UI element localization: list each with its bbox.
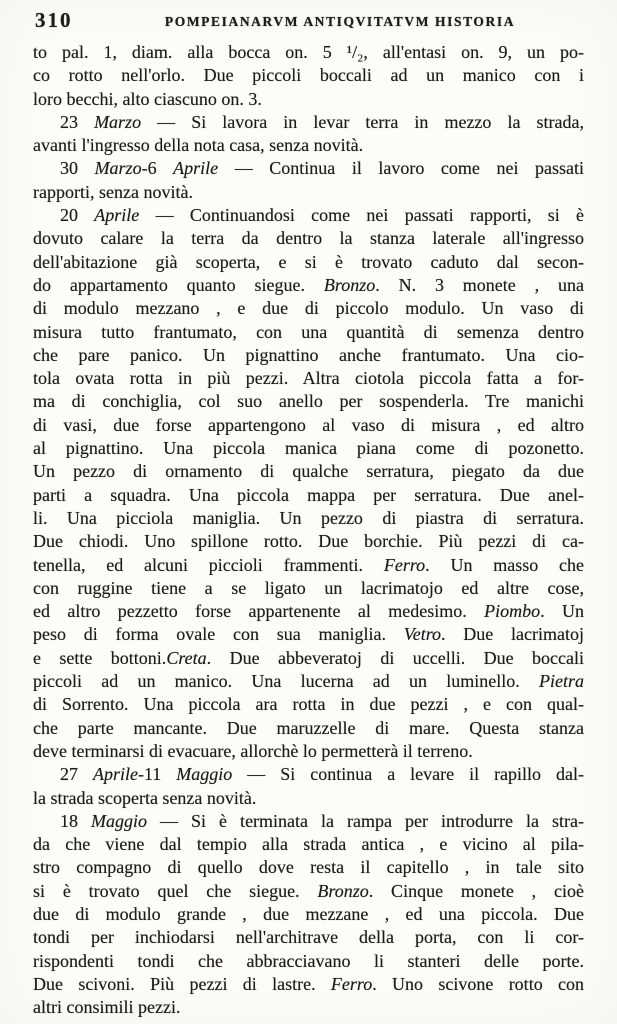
text-segment: e sette bottoni. — [33, 647, 167, 668]
text-segment: al pignattino. Una piccola manica piana come di pozonetto. — [33, 438, 584, 459]
text-line — [33, 64, 584, 87]
text-segment: — Si continua a levare il rapillo dal- — [232, 764, 585, 785]
italic-term: Bronzo — [317, 880, 369, 901]
text-line — [33, 530, 584, 553]
text-segment: do appartamento quanto siegue. — [33, 274, 324, 295]
text-segment: . Uno scivone rotto con — [372, 973, 585, 994]
text-line — [33, 670, 584, 693]
text-segment: li. Una picciola maniglia. Un pezzo di piastra di serratura. — [33, 507, 584, 528]
text-segment: — Si è terminata la rampa per introdurre la stra- — [147, 810, 584, 831]
text-line — [33, 833, 584, 856]
page-header — [33, 7, 587, 33]
text-segment: co rotto nell'orlo. Due piccoli boccali ad un manico con i — [33, 65, 584, 86]
text-line — [33, 251, 584, 274]
text-line — [33, 996, 584, 1019]
text-segment: ma di conchiglia, col suo anello per sospenderla. Tre manichi — [33, 391, 584, 412]
italic-term: Maggio — [91, 810, 148, 831]
text-segment: piccoli ad un manico. Una lucerna ad un luminello. — [33, 671, 539, 692]
text-line — [33, 41, 584, 64]
text-line — [33, 717, 584, 740]
text-segment: . N. 3 monete , una — [375, 274, 584, 295]
text-segment: . Un — [540, 601, 585, 622]
text-line — [33, 390, 584, 413]
italic-term: Bronzo — [323, 274, 376, 295]
text-segment: . Un masso che — [425, 554, 584, 575]
text-segment: rispondenti tondi che abbracciavano li stanteri delle porte. — [33, 950, 584, 971]
text-line — [33, 787, 584, 810]
text-line — [33, 437, 584, 460]
text-line — [33, 344, 584, 367]
text-line — [33, 903, 584, 926]
text-segment: che pare panico. Un pignattino anche frantumato. Una cio- — [33, 344, 584, 365]
text-line — [33, 763, 584, 786]
text-line — [33, 297, 584, 320]
text-segment: . Cinque monete , cioè — [368, 880, 584, 901]
text-segment: misura tutto frantumato, con una quantità di semenza dentro — [33, 321, 584, 342]
text-segment: avanti l'ingresso della nota casa, senza novità. — [33, 135, 364, 156]
text-segment: con ruggine tiene a se ligato un lacrimatojo ed altre cose, — [33, 577, 584, 598]
text-segment: di modulo mezzano , e due di piccolo modulo. Un vaso di — [33, 298, 584, 319]
italic-term: Creta — [166, 647, 207, 668]
italic-term: Pietra — [539, 671, 584, 692]
text-line — [33, 181, 584, 204]
italic-term: Marzo — [94, 158, 142, 179]
text-segment: -11 — [137, 764, 177, 785]
text-line — [33, 693, 584, 716]
text-segment: — Continuandosi come nei passati rapporti, si è — [139, 205, 585, 226]
text-segment: parti a squadra. Una piccola mappa per serratura. Due anel- — [33, 484, 584, 505]
text-segment: dovuto calare la terra da dentro la stanza laterale all'ingresso — [33, 228, 584, 249]
text-line — [33, 973, 584, 996]
text-line — [33, 414, 584, 437]
text-line — [33, 600, 584, 623]
italic-term: Aprile — [92, 764, 138, 785]
italic-term: Aprile — [94, 205, 140, 226]
text-segment: — Si lavora in levar terra in mezzo la strada, — [141, 111, 584, 132]
text-segment: di Sorrento. Una piccola ara rotta in due pezzi , e con qual- — [33, 694, 584, 715]
text-line — [33, 274, 584, 297]
text-segment: di vasi, due forse appartengono al vaso di misura , ed altro — [33, 414, 584, 435]
running-title: POMPEIANARVM ANTIQVITATVM HISTORIA — [164, 14, 516, 29]
text-segment: Due scivoni. Più pezzi di lastre. — [33, 973, 331, 994]
text-segment: ed altro pezzetto forse appartenente al medesimo. — [33, 601, 485, 622]
text-segment: tola ovata rotta in più pezzi. Altra ciotola piccola fatta a for- — [33, 368, 584, 389]
text-segment: . Due lacrimatoj — [441, 624, 584, 645]
text-segment: la strada scoperta senza novità. — [33, 787, 257, 808]
text-line — [33, 204, 584, 227]
page-number: 310 — [35, 8, 73, 32]
text-line — [33, 810, 584, 833]
italic-term: Ferro — [383, 554, 426, 575]
text-line — [33, 856, 584, 879]
text-line — [33, 367, 584, 390]
text-segment: 23 — [60, 111, 95, 132]
text-segment: deve terminarsi di evacuare, allorchè lo permetterà il terreno. — [33, 740, 473, 761]
text-segment: 18 — [60, 810, 92, 831]
italic-term: Piombo — [484, 601, 541, 622]
page-text — [33, 41, 584, 1019]
text-line — [33, 507, 584, 530]
text-segment: . Due abbeveratoj di uccelli. Due boccali — [206, 647, 584, 668]
text-line — [33, 623, 584, 646]
text-segment: to pal. 1, diam. alla bocca on. 5 ¹/₂, all'entasi on. 9, un po- — [33, 42, 584, 62]
text-segment: loro becchi, alto ciascuno on. 3. — [33, 88, 262, 109]
text-segment: si è trovato quel che siegue. — [33, 880, 318, 901]
text-line — [33, 647, 584, 670]
text-segment: -6 — [141, 158, 174, 179]
text-segment: dell'abitazione già scoperta, e si è trovato caduto dal secon- — [33, 251, 584, 272]
text-segment: Due chiodi. Uno spillone rotto. Due borchie. Più pezzi di ca- — [33, 531, 584, 552]
italic-term: Maggio — [176, 764, 233, 785]
text-line — [33, 111, 584, 134]
text-segment: rapporti, senza novità. — [33, 181, 193, 202]
text-segment: 27 — [60, 764, 93, 785]
text-line — [33, 88, 584, 111]
text-segment: che parte mancante. Due maruzzelle di mare. Questa stanza — [33, 717, 584, 738]
text-segment: stro compagno di quello dove resta il capitello , in tale sito — [33, 857, 584, 878]
text-line — [33, 484, 584, 507]
text-line — [33, 880, 584, 903]
text-line — [33, 577, 584, 600]
text-segment: da che viene dal tempio alla strada antica , e vicino al pila- — [33, 834, 584, 855]
text-line — [33, 926, 584, 949]
text-segment: 30 — [60, 158, 95, 179]
text-segment: Un pezzo di ornamento di qualche serratura, piegato da due — [33, 461, 584, 482]
text-line — [33, 554, 584, 577]
text-line — [33, 950, 584, 973]
italic-term: Aprile — [173, 158, 219, 179]
text-segment: due di modulo grande , due mezzane , ed una piccola. Due — [33, 903, 584, 924]
text-line — [33, 157, 584, 180]
text-line — [33, 460, 584, 483]
italic-term: Vetro — [403, 624, 442, 645]
text-segment: peso di forma ovale con sua maniglia. — [33, 624, 404, 645]
text-segment: — Continua il lavoro come nei passati — [218, 158, 584, 179]
text-segment: tenella, ed alcuni piccioli frammenti. — [33, 554, 384, 575]
text-segment: altri consimili pezzi. — [33, 997, 181, 1018]
italic-term: Marzo — [94, 111, 142, 132]
text-segment: tondi per inchiodarsi nell'architrave della porta, con li cor- — [33, 927, 584, 948]
text-segment: 20 — [60, 205, 95, 226]
text-line — [33, 134, 584, 157]
text-line — [33, 321, 584, 344]
italic-term: Ferro — [330, 973, 373, 994]
text-line — [33, 227, 584, 250]
text-line — [33, 740, 584, 763]
